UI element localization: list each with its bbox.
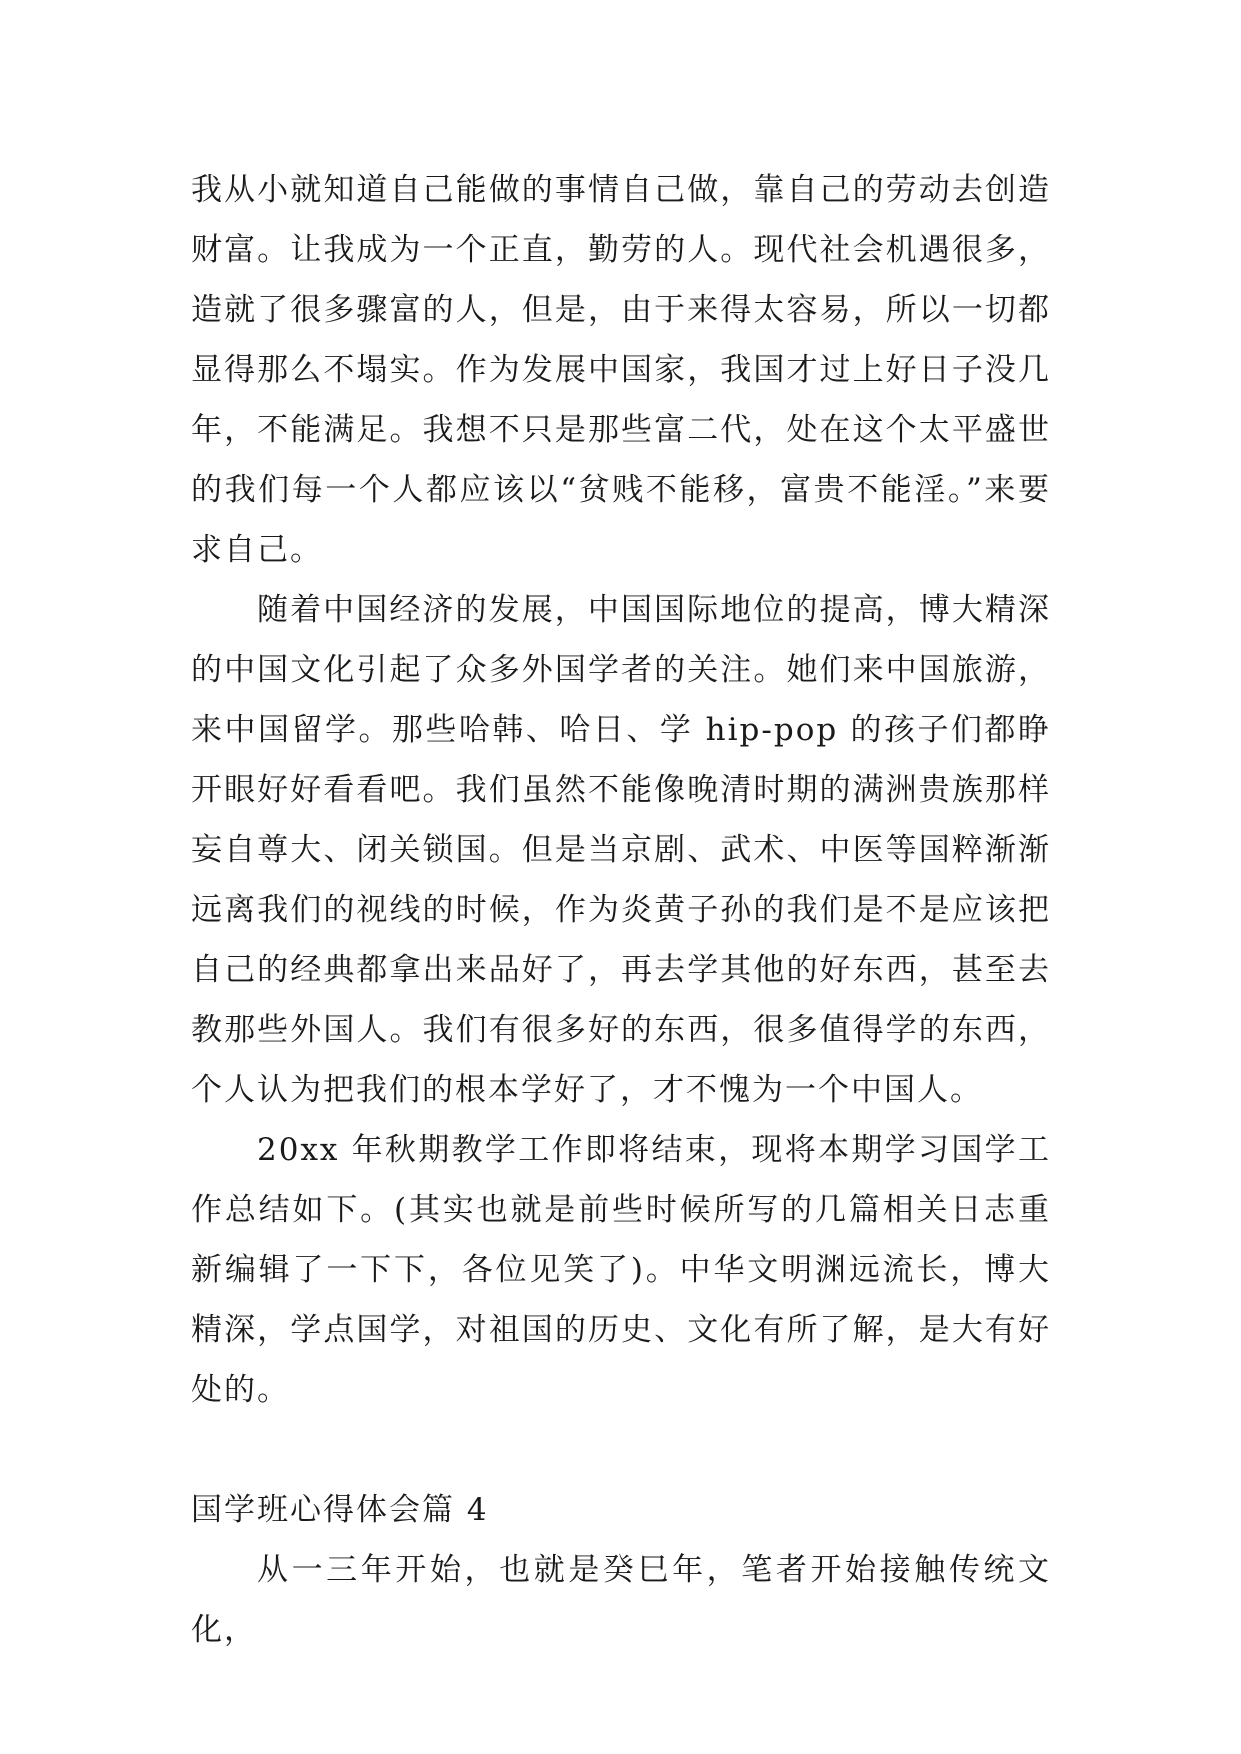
paragraph-1: 我从小就知道自己能做的事情自己做，靠自己的劳动去创造财富。让我成为一个正直，勤劳的人。现代社会机遇很多，造就了很多骤富的人，但是，由于来得太容易，所以一切都显得那么不塌实。作为发展中国家，我国才过上好日子没几年，不能满足。我想不只是那些富二代，处在这个太平盛世的我们每一个人都应该以“贫贱不能移，富贵不能淫。”来要求自己。	[191, 172, 1051, 568]
section-heading: 国学班心得体会篇 4	[191, 1492, 489, 1528]
paragraph-2: 随着中国经济的发展，中国国际地位的提高，博大精深的中国文化引起了众多外国学者的关注。她们来中国旅游，来中国留学。那些哈韩、哈日、学 hip-pop 的孩子们都睁开眼好好看看吧。我们虽然不能像晚清时期的满洲贵族那样妄自尊大、闭关锁国。但是当京剧、武术、中医等国粹渐渐远离我们的视线的时候，作为炎黄子孙的我们是不是应该把自己的经典都拿出来品好了，再去学其他的好东西，甚至去教那些外国人。我们有很多好的东西，很多值得学的东西，个人认为把我们的根本学好了，才不愧为一个中国人。	[191, 592, 1051, 1108]
document-body	[191, 160, 1051, 1660]
paragraph-3: 20xx 年秋期教学工作即将结束，现将本期学习国学工作总结如下。(其实也就是前些时候所写的几篇相关日志重新编辑了一下下，各位见笑了)。中华文明渊远流长，博大精深，学点国学，对祖国的历史、文化有所了解，是大有好处的。	[191, 1132, 1051, 1408]
paragraph-4: 从一三年开始，也就是癸巳年，笔者开始接触传统文化，	[191, 1552, 1051, 1648]
